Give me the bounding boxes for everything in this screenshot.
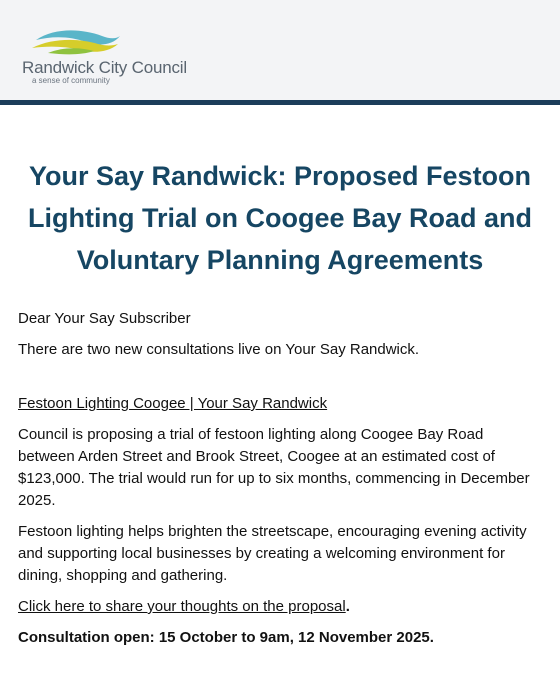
- council-logo[interactable]: [22, 26, 222, 86]
- share-thoughts-link[interactable]: Click here to share your thoughts on the proposal: [18, 598, 346, 615]
- festoon-description: Council is proposing a trial of festoon lighting along Coogee Bay Road between Arden Street and Brook Street, Coogee at an estimated cost of $123,000. The trial would run for up to six months, commencing in December 2025.: [18, 426, 530, 509]
- consultation-dates: Consultation open: 15 October to 9am, 12 November 2025.: [18, 629, 434, 646]
- cta-period: .: [345, 598, 350, 615]
- logo-name: Randwick City Council: [22, 58, 187, 77]
- email-header: [0, 0, 560, 105]
- festoon-consultation-link[interactable]: Festoon Lighting Coogee | Your Say Randwick: [18, 395, 328, 412]
- festoon-benefits: Festoon lighting helps brighten the streetscape, encouraging evening activity and supporting local businesses by creating a welcoming environment for dining, shopping and gathering.: [18, 523, 527, 584]
- feedback-cta: [18, 596, 542, 618]
- wave-logo-icon: [32, 26, 122, 56]
- email-body: [0, 308, 560, 649]
- greeting: Dear Your Say Subscriber: [18, 310, 191, 327]
- email-title: Your Say Randwick: Proposed Festoon Lighting Trial on Coogee Bay Road and Voluntary Planning Agreements: [27, 161, 533, 275]
- logo-tagline: a sense of community: [32, 76, 110, 85]
- festoon-section-heading: [18, 393, 542, 415]
- intro-text: There are two new consultations live on Your Say Randwick.: [18, 341, 420, 358]
